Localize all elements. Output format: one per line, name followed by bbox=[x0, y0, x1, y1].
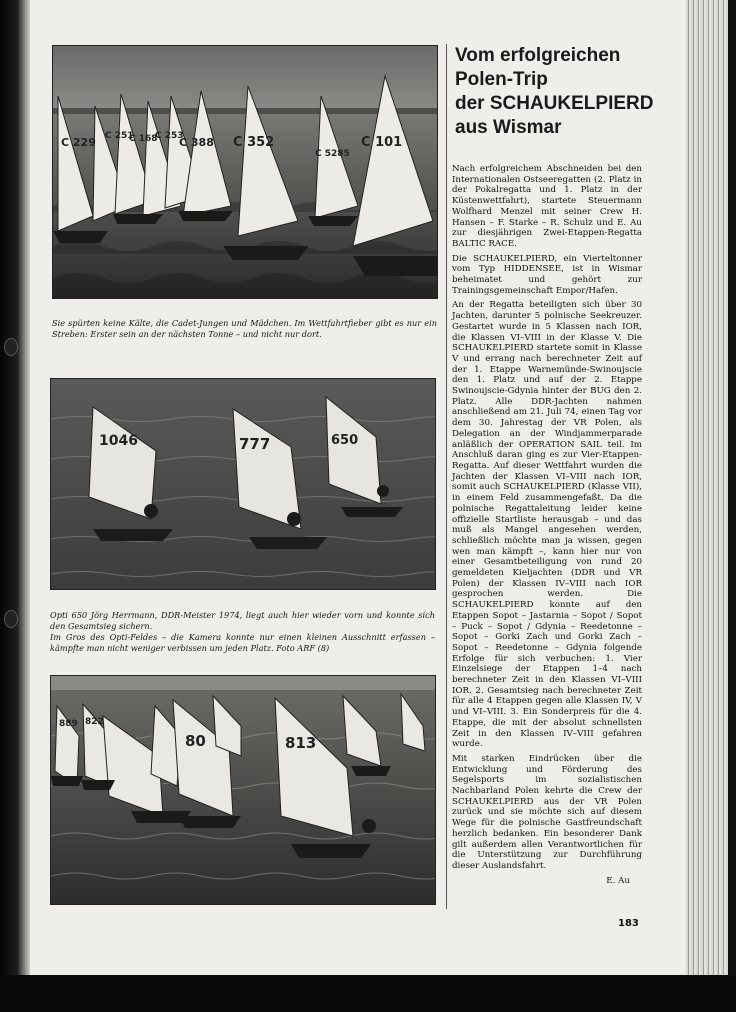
article-paragraph-4: Mit starken Eindrücken über die Entwicklung und Förderung des Segelsports im sozialistischen Nachbarland Polen kehrte die Crew der SCHAUKELPIERD aus der VR Polen zurück und sie möchte sich auf diesem Wege für die polnische Gastfreundschaft herzlich bedanken. Ein besonderer Dank gilt außerdem allen Verantwortlichen für die Unterstützung zur Durchführung dieser Auslandsfahrt. bbox=[452, 753, 642, 871]
headline-line-3: der SCHAUKELPIERD bbox=[455, 93, 654, 114]
photo-opti-fleet bbox=[50, 675, 436, 905]
article-body bbox=[452, 164, 642, 886]
sail-number-c253: C 253 bbox=[155, 131, 184, 141]
sail-number-c229: C 229 bbox=[61, 136, 96, 149]
sail-number-c352: C 352 bbox=[233, 135, 275, 150]
scan-left-border bbox=[0, 0, 18, 985]
caption-opti-photos bbox=[50, 610, 435, 654]
sail-number-c101: C 101 bbox=[361, 135, 403, 150]
page-gutter bbox=[18, 0, 30, 975]
headline-line-4: aus Wismar bbox=[455, 117, 562, 138]
sail-number-650: 650 bbox=[331, 433, 359, 448]
page-number: 183 bbox=[618, 918, 639, 929]
article-headline bbox=[455, 44, 655, 140]
binding-hole-top bbox=[4, 338, 18, 356]
article-signature: E. Au bbox=[606, 875, 630, 886]
sail-number-813: 813 bbox=[285, 734, 317, 752]
sail-number-80: 80 bbox=[185, 732, 206, 750]
caption-opti-leader: Opti 650 Jörg Herrmann, DDR-Meister 1974, liegt auch hier wieder vorn und konnte sich den Gesamtsieg sichern. bbox=[50, 610, 435, 631]
article-paragraph-1: Nach erfolgreichem Abschneiden bei den Internationalen Ostseeregatten (2. Platz in der Pokalregatta und 1. Platz in der Küstenwettfahrt), startete Steuermann Wolfhard Menzel mit seiner Crew H. Hansen – F. Starke – R. Schulz und E. Au zur diesjährigen Zwei-Etappen-Regatta BALTIC RACE. bbox=[452, 164, 642, 249]
sail-number-777: 777 bbox=[239, 435, 271, 453]
photo-opti-leaders bbox=[50, 378, 436, 590]
sail-number-c388: C 388 bbox=[179, 136, 214, 149]
headline-line-2: Polen-Trip bbox=[455, 69, 548, 90]
sail-number-822: 822 bbox=[85, 717, 104, 727]
article-paragraph-3: An der Regatta beteiligten sich über 30 Jachten, darunter 5 polnische Seekreuzer. Gestartet wurde in 5 Klassen nach IOR, die Klassen VI–VIII in der Klasse V. Die SCHAUKELPIERD startete somit in Klasse V und errang nach berechneter Zeit auf der 1. Etappe Warnemünde-Swinoujscie den 1. Platz und auf der 2. Etappe Swinoujscie-Gdynia hinter der BUG den 2. Platz. Alle DDR-Jachten nahmen anschließend am 21. Juli 74, einen Tag vor dem 30. Jahrestag der VR Polen, als Delegation an der Windjammerparade anläßlich der OPERATION SAIL teil. Im Anschluß daran ging es zur Vier-Etappen-Regatta. Auf dieser Wettfahrt wurden die Jachten der Klassen VI–VIII nach IOR, somit auch SCHAUKELPIERD (Klasse VII), in einem Feld zusammengefaßt. Da die polnische Regattaleitung leider keine offizielle Startliste herausgab – und das muß als Mangel angesehen werden, schließlich möchte man ja wissen, gegen wen man kämpft –, kann hier nur von einer Gesamtbeteiligung von rund 20 gemeldeten Kieljachten (DDR und VR Polen) der Klassen IV–VIII nach IOR gesprochen werden. Die SCHAUKELPIERD konnte auf den Etappen Sopot – Jastarnia – Sopot / Sopot – Puck – Sopot / Gdynia – Reedetonne – Sopot – Gorki Zach und Gorki Zach – Sopot – Reedetonne – Gdynia folgende Erfolge für sich verbuchen: 1. Vier Einzelsiege der Etappen 1–4 nach berechneter Zeit in den Klassen VI–VIII IOR. 2. Gesamtsieg nach berechneter Zeit für alle 4 Etappen gegen alle Klassen IV, V und VI–VIII. 3. Ein Sonderpreis für die 4. Etappe, die mit der absolut schnellsten Zeit in den Klassen IV–VIII gefahren wurde. bbox=[452, 300, 642, 750]
headline-line-1: Vom erfolgreichen bbox=[455, 45, 621, 66]
sail-number-c5285: C 5285 bbox=[315, 149, 350, 159]
caption-cadet-photo: Sie spürten keine Kälte, die Cadet-Jungen und Mädchen. Im Wettfahrtfieber gibt es nur ein Streben: Erster sein an der nächsten Tonne – und nicht nur dort. bbox=[52, 318, 437, 339]
sail-number-c168: C 168 bbox=[129, 134, 158, 144]
binding-hole-bottom bbox=[4, 610, 18, 628]
sail-number-c251: C 251 bbox=[105, 131, 134, 141]
caption-opti-fleet: Im Gros des Opti-Feldes – die Kamera konnte nur einen kleinen Ausschnitt erfassen – kämpfte man nicht weniger verbissen um jeden Platz. Foto ARF (8) bbox=[50, 632, 435, 653]
scan-right-border bbox=[728, 0, 736, 985]
column-divider bbox=[446, 44, 447, 909]
article-paragraph-2: Die SCHAUKELPIERD, ein Vierteltonner vom Typ HIDDENSEE, ist in Wismar beheimatet und gehört zur Trainingsgemeinschaft Empor/Hafen. bbox=[452, 253, 642, 296]
scan-bottom-border bbox=[0, 975, 736, 1012]
sail-number-889: 889 bbox=[59, 719, 78, 729]
photo-cadet-fleet bbox=[52, 45, 438, 299]
sail-number-1046: 1046 bbox=[99, 433, 138, 449]
